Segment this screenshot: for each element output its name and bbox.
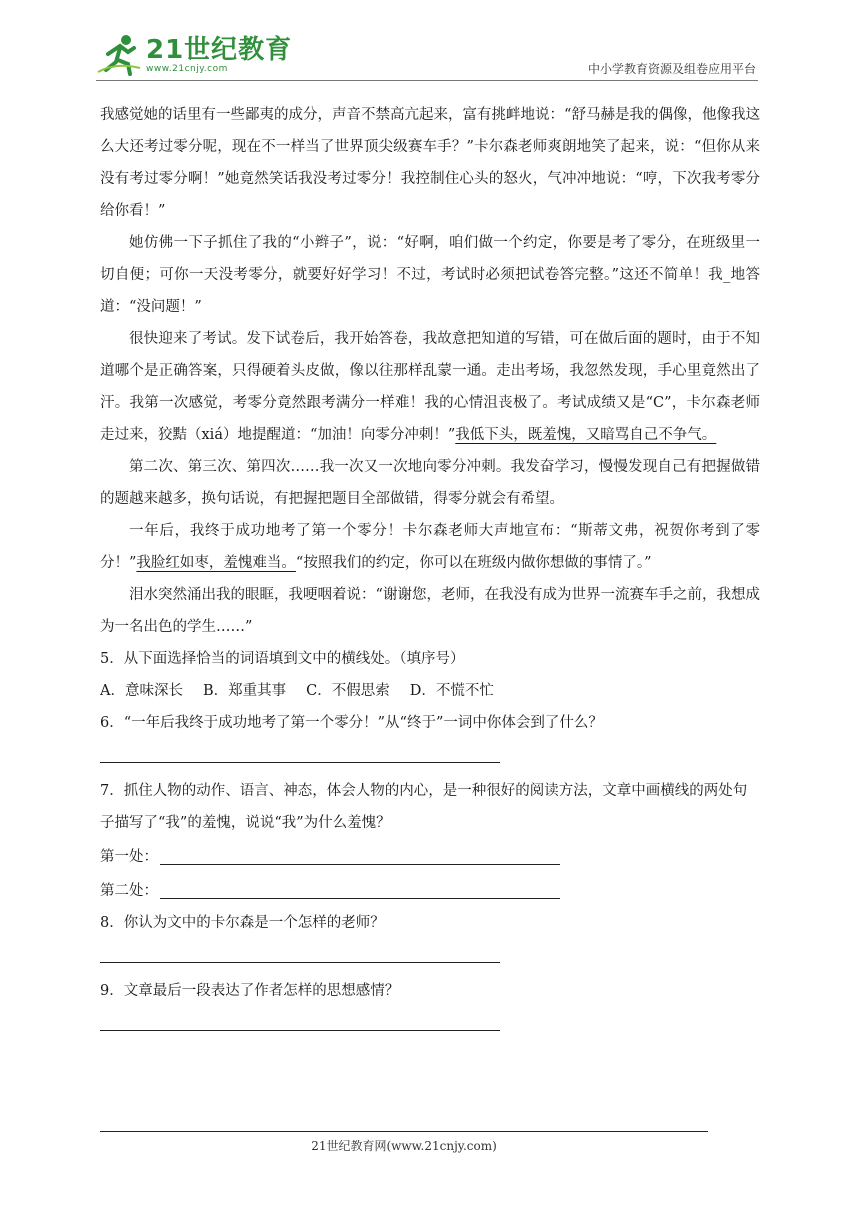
passage-paragraph-3 [100,323,760,451]
page-header [96,30,758,82]
passage-paragraph-5 [100,515,760,579]
answer-line-q9[interactable] [100,1007,760,1037]
q7-second-label: 第二处： [100,883,158,899]
option-a: A．意味深长 [100,683,183,699]
logo [96,32,292,78]
answer-line-q6[interactable] [100,739,760,769]
passage-paragraph-6: 泪水突然涌出我的眼眶，我哽咽着说：“谢谢您，老师，在我没有成为世界一流赛车手之前，我想成为一名出色的学生……” [100,587,760,635]
passage-paragraph-1: 我感觉她的话里有一些鄙夷的成分，声音不禁高亢起来，富有挑衅地说：“舒马赫是我的偶像，他像我这么大还考过零分呢，现在不一样当了世界顶尖级赛车手？”卡尔森老师爽朗地笑了起来，说：“但你从来没有考过零分啊！”她竟然笑话我没考过零分！我控制住心头的怒火，气冲冲地说：“哼，下次我考零分给你看！” [100,107,760,219]
runner-logo-icon [96,32,142,78]
question-8: 8．你认为文中的卡尔森是一个怎样的老师？ [100,915,385,931]
underlined-sentence-1: 我低下头，既羞愧，又暗骂自己不争气。 [455,427,717,443]
footer-text: 21世纪教育网(www.21cnjy.com) [311,1139,497,1153]
platform-name: 中小学教育资源及组卷应用平台 [587,62,756,76]
logo-title: 21世纪教育 [146,34,293,65]
paragraph-3-text: 很快迎来了考试。发下试卷后，我开始答卷，我故意把知道的写错，可在做后面的题时，由于不知道哪个是正确答案，只得硬着头皮做，像以往那样乱蒙一通。走出考场，我忽然发现，手心里竟然出了汗。我第一次感觉，考零分竟然跟考满分一样难！我的心情沮丧极了。考试成绩又是“C”，卡尔森老师走过来，狡黠（xiá）地提醒道：“加油！向零分冲刺！” [100,331,760,443]
paragraph-5-text-after: “按照我们的约定，你可以在班级内做你想做的事情了。” [295,555,652,571]
question-9: 9．文章最后一段表达了作者怎样的思想感情？ [100,983,400,999]
question-6: 6．“一年后我终于成功地考了第一个零分！”从“终于”一词中你体会到了什么？ [100,715,603,731]
page-content [100,99,760,1037]
paragraph-5-text-before: 一年后，我终于成功地考了第一个零分！卡尔森老师大声地宣布：“斯蒂文弗，祝贺你考到了零分！” [100,523,760,571]
footer-divider [100,1131,708,1132]
option-c: C．不假思索 [306,683,390,699]
underlined-sentence-2: 我脸红如枣，羞愧难当。 [136,555,296,571]
header-divider [96,80,758,81]
answer-line-q8[interactable] [100,939,760,969]
answer-line-q7-second[interactable] [100,873,760,907]
answer-line-q7-first[interactable] [100,839,760,873]
option-d: D．不慌不忙 [409,683,494,699]
q7-first-label: 第一处： [100,849,158,865]
passage-paragraph-2: 她仿佛一下子抓住了我的“小辫子”，说：“好啊，咱们做一个约定，你要是考了零分，在班级里一切自便；可你一天没考零分，就要好好学习！不过，考试时必须把试卷答完整。”这还不简单！我_地答道：“没问题！” [100,235,760,315]
logo-url: www.21cnjy.com [146,63,228,74]
question-5-options [100,675,760,707]
passage-paragraph-4: 第二次、第三次、第四次……我一次又一次地向零分冲刺。我发奋学习，慢慢发现自己有把握做错的题越来越多，换句话说，有把握把题目全部做错，得零分就会有希望。 [100,459,760,507]
question-7: 7．抓住人物的动作、语言、神态，体会人物的内心，是一种很好的阅读方法，文章中画横线的两处句子描写了“我”的羞愧，说说“我”为什么羞愧？ [100,783,748,831]
question-5: 5．从下面选择恰当的词语填到文中的横线处。（填序号） [100,651,465,667]
option-b: B．郑重其事 [202,683,287,699]
